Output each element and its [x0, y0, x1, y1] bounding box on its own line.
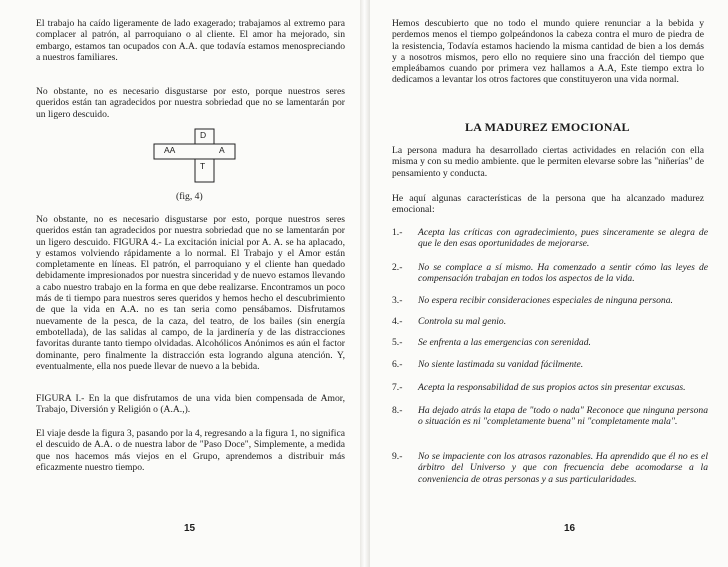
right-paragraph-2: La persona madura ha desarrollado ciertas actividades en relación con ella misma y con su medio ambiente. que le permiten elevarse sobre las "niñerías" de pensamiento y conducta. [392, 145, 704, 179]
list-item-text: No siente lastimada su vanidad fácilmente. [418, 359, 584, 370]
list-item [392, 227, 708, 250]
list-item-number: 7.- [392, 382, 403, 393]
left-paragraph-3: No obstante, no es necesario disgustarse por esto, porque nuestros seres queridos están tan agradecidos por nuestra sobriedad que no se lamentarán por un ligero descuido. FIGURA 4.- La excitación inicial por A. A. se ha aplacado, y estamos volviendo rápidamente a lo normal. El Trabajo y el Amor están completamente en líneas. El patrón, el parroquiano y el cliente han quedado debidamente impresionados por nuestra sinceridad y de nuevo estamos llevando a cabo nuestro trabajo en la forma en que debe realizarse. Encontramos un poco más de ti tiempo para nuestros seres queridos y hemos hecho el descubrimiento de que la vida en A.A. no es tan seria como pensábamos. Disfrutamos nuevamente de la pesca, de la caza, del teatro, de los bailes (sin energía embotellada), de las salidas al campo, de la jardinería y de las distracciones favoritas durante tanto tiempo olvidadas. Alcohólicos Anónimos es aún el factor dominante, pero finalmente la distracción esta logrando alguna atención. Y, eventualmente, ella nos puede llevar de nuevo a la bebida. [36, 214, 345, 372]
list-item-number: 2.- [392, 262, 403, 273]
list-item-number: 3.- [392, 295, 403, 306]
list-item [392, 451, 708, 485]
diagram-label-right: A [219, 145, 225, 155]
diagram-label-bottom: T [200, 161, 206, 171]
list-item-number: 5.- [392, 337, 403, 348]
page-number-right: 16 [564, 523, 576, 534]
list-item-number: 9.- [392, 451, 403, 462]
section-heading: LA MADUREZ EMOCIONAL [465, 120, 630, 134]
list-item [392, 337, 708, 348]
list-item-text: Ha dejado atrás la etapa de "todo o nada" Reconoce que ninguna persona o situación es ni "completamente buena" ni "completamente mala". [418, 405, 708, 428]
right-paragraph-3: He aquí algunas características de la persona que ha alcanzado madurez emocional: [392, 193, 704, 216]
list-item [392, 405, 708, 428]
left-paragraph-4: FIGURA I.- En la que disfrutamos de una vida bien compensada de Amor, Trabajo, Diversión y Religión o (A.A.,). [36, 393, 345, 416]
list-item [392, 262, 708, 285]
list-item-number: 4.- [392, 316, 403, 327]
list-item [392, 316, 708, 327]
right-paragraph-1: Hemos descubierto que no todo el mundo quiere renunciar a la bebida y perdemos menos el tiempo golpeándonos la cabeza contra el muro de piedra de la resistencia, Todavía estamos haciendo la misma cantidad de bien a los demás y a nosotros mismos, pero ello no requiere sino una fracción del tiempo que empleábamos cuando por primera vez hallamos a A.A, Este tiempo extra lo dedicamos a levantar los otros factores que constituyeron una vida normal. [392, 18, 704, 86]
list-item-text: No espera recibir consideraciones especiales de ninguna persona. [418, 295, 673, 306]
page-left [0, 0, 360, 567]
list-item-number: 8.- [392, 405, 403, 416]
left-paragraph-5: El viaje desde la figura 3, pasando por la 4, regresando a la figura 1, no significa el descuido de A.A. o de nuestra labor de "Paso Doce", Simplemente, a medida que nos hacemos más viejos en el Grupo, aprendemos a distribuir más eficazmente nuestro tiempo. [36, 428, 345, 473]
book-gutter [360, 0, 370, 567]
list-item-text: Acepta la responsabilidad de sus propios actos sin presentar excusas. [418, 382, 686, 393]
figure-caption: (fig, 4) [176, 191, 203, 202]
list-item [392, 359, 708, 370]
list-item-text: Controla su mal genio. [418, 316, 507, 327]
list-item-text: Se enfrenta a las emergencias con serenidad. [418, 337, 591, 348]
list-item [392, 382, 708, 393]
list-item-text: Acepta las críticas con agradecimiento, pues sinceramente se alegra de que le den esas oportunidades de mejorarse. [418, 227, 708, 250]
list-item-text: No se impaciente con los atrasos razonables. Ha aprendido que él no es el árbitro del Universo y que con frecuencia debe acomodarse a la conveniencia de otras personas y a sus particularidades. [418, 451, 708, 485]
diagram-label-left: AA [164, 145, 176, 155]
diagram-label-top: D [200, 130, 207, 140]
left-paragraph-1: El trabajo ha caído ligeramente de lado exagerado; trabajamos al extremo para complacer al patrón, al parroquiano o al cliente. El amor ha mejorado, sin embargo, estamos tan ocupados con A.A. que todavía estamos menospreciando a nuestros familiares. [36, 18, 345, 63]
list-item [392, 295, 708, 306]
left-paragraph-2: No obstante, no es necesario disgustarse por esto, porque nuestros seres queridos están tan agradecidos por nuestra sobriedad que no se lamentarán por un ligero descuido. [36, 86, 345, 120]
page-number-left: 15 [184, 523, 196, 534]
list-item-text: No se complace a sí mismo. Ha comenzado a sentir cómo las leyes de compensación trabajan en todos los aspectos de la vida. [418, 262, 708, 285]
list-item-number: 6.- [392, 359, 403, 370]
page-right [370, 0, 728, 567]
list-item-number: 1.- [392, 227, 403, 238]
